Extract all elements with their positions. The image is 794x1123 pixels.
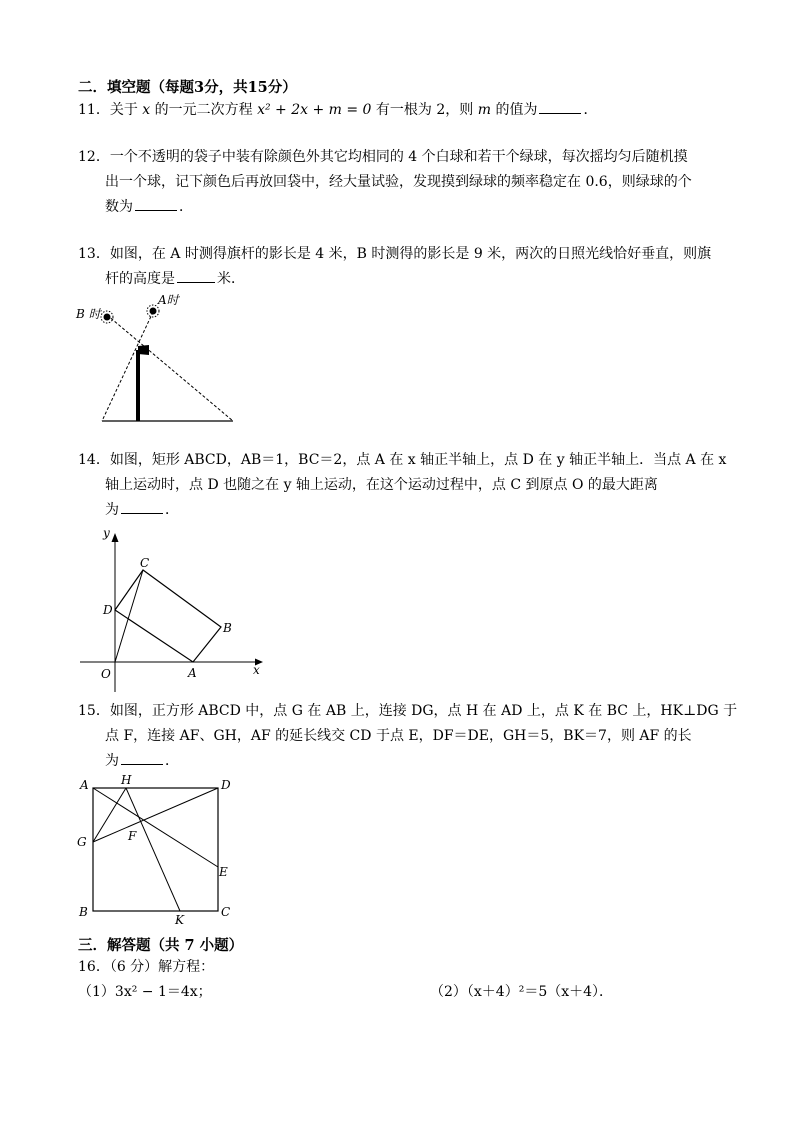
label-b: B <box>79 905 88 919</box>
label-e: E <box>219 865 228 879</box>
answer-blank <box>135 198 177 211</box>
rectangle-axes-figure <box>75 522 270 697</box>
ray-b <box>107 315 233 421</box>
answer-blank <box>177 270 215 283</box>
label-y: y <box>103 526 110 540</box>
sun-b-icon <box>101 311 113 323</box>
label-x: x <box>253 663 260 677</box>
label-b-time: B 时 <box>76 307 101 321</box>
question-14-line1: 14．如图，矩形 ABCD，AB＝1，BC＝2，点 A 在 x 轴正半轴上，点 D 在 y 轴正半轴上．当点 A 在 x <box>78 452 727 468</box>
flag <box>138 345 149 355</box>
label-d: D <box>103 603 113 617</box>
label-b: B <box>223 621 232 635</box>
section2-title: 二．填空题（每题3分，共15分） <box>78 79 297 96</box>
answer-blank <box>121 501 163 514</box>
question-12-line2: 出一个球，记下颜色后再放回袋中，经大量试验，发现摸到绿球的频率稳定在 0.6，则绿球的个 <box>105 174 692 190</box>
label-a-time: A时 <box>158 293 179 307</box>
segment-hk <box>126 788 180 911</box>
square-figure <box>70 770 240 930</box>
label-h: H <box>121 773 132 787</box>
y-axis-arrow-icon <box>112 533 119 542</box>
segment-gh <box>93 788 126 842</box>
question-15-line2: 点 F，连接 AF、GH，AF 的延长线交 CD 于点 E，DF＝DE，GH＝5，BK＝7，则 AF 的长 <box>105 728 692 744</box>
question-15-line3: 为 ． <box>105 753 179 769</box>
segment-dg <box>93 788 218 842</box>
section3-title: 三．解答题（共 7 小题） <box>78 937 244 954</box>
label-o: O <box>101 667 111 681</box>
label-a: A <box>80 778 89 792</box>
question-12-line1: 12．一个不透明的袋子中装有除颜色外其它均相同的 4 个白球和若干个绿球，每次摇均匀后随机摸 <box>78 149 688 165</box>
label-d: D <box>221 778 231 792</box>
answer-blank <box>121 752 163 765</box>
question-12-line3: 数为 ． <box>105 199 193 215</box>
question-14-line2: 轴上运动时，点 D 也随之在 y 轴上运动，在这个运动过程中，点 C 到原点 O 的最大距离 <box>105 477 658 493</box>
question-13-line1: 13．如图，在 A 时测得旗杆的影长是 4 米，B 时测得的影长是 9 米，两次的日照光线恰好垂直，则旗 <box>78 246 712 262</box>
label-g: G <box>77 835 87 849</box>
label-c: C <box>221 905 231 919</box>
question-11: 11．关于 x 的一元二次方程 x² + 2x + m = 0 有一根为 2，则 m 的值为 ． <box>78 102 598 118</box>
answer-blank <box>539 101 581 114</box>
segment-oc <box>115 570 143 662</box>
label-f: F <box>128 829 137 843</box>
ray-a <box>102 312 153 421</box>
question-16-line1: 16．（6 分）解方程： <box>78 959 215 975</box>
label-c: C <box>140 556 150 570</box>
question-13-line2: 杆的高度是 米． <box>105 271 245 287</box>
label-a: A <box>188 666 197 680</box>
question-16-part2: （2）（x＋4）²＝5（x＋4）． <box>430 984 614 1000</box>
question-16-part1: （1）3x² − 1＝4x； <box>78 984 212 1000</box>
question-14-line3: 为 ． <box>105 502 179 518</box>
rectangle-abcd <box>115 570 221 662</box>
flagpole-figure <box>70 290 245 430</box>
question-15-line1: 15．如图，正方形 ABCD 中，点 G 在 AB 上，连接 DG，点 H 在 AD 上，点 K 在 BC 上，HK⊥DG 于 <box>78 703 738 719</box>
label-k: K <box>175 913 184 927</box>
square-abcd <box>93 788 218 911</box>
